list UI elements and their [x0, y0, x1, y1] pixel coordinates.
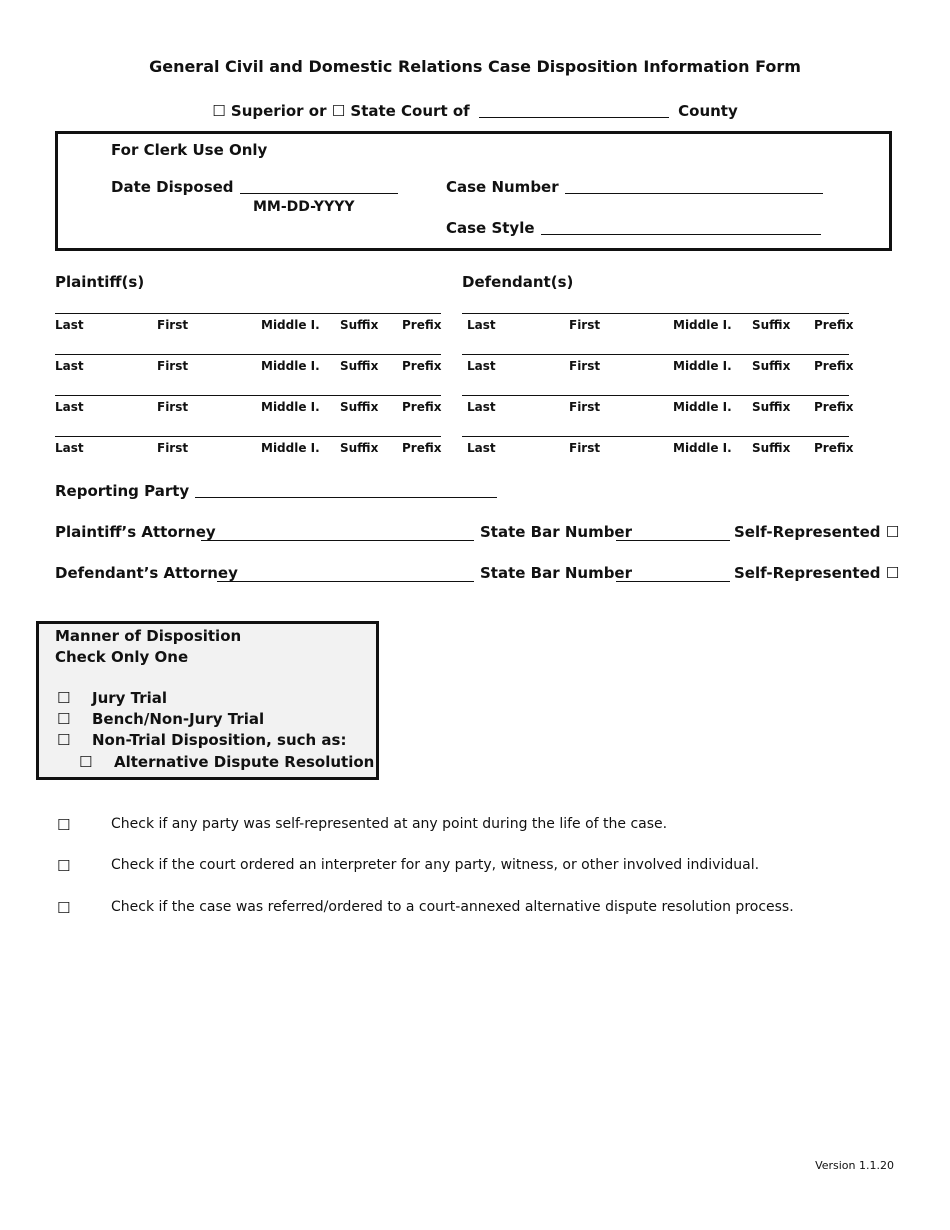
plaintiff-2-line[interactable] — [55, 354, 441, 355]
plaintiff-attorney-label: Plaintiff’s Attorney — [55, 523, 216, 541]
plaintiff-4-last: Last — [55, 441, 84, 455]
defendant-attorney-field[interactable] — [217, 581, 474, 582]
plaintiff-1-suffix: Suffix — [340, 318, 379, 332]
version-label: Version 1.1.20 — [815, 1159, 894, 1172]
case-style-row — [446, 219, 821, 237]
court-line — [0, 102, 950, 120]
defendant-4-prefix: Prefix — [814, 441, 854, 455]
defendant-2-prefix: Prefix — [814, 359, 854, 373]
plaintiff-4-line[interactable] — [55, 436, 441, 437]
non-trial-label: Non-Trial Disposition, such as: — [92, 731, 347, 749]
disposition-heading: Manner of Disposition — [55, 627, 242, 645]
plaintiff-4-prefix: Prefix — [402, 441, 442, 455]
defendant-4-first: First — [569, 441, 601, 455]
jury-trial-label: Jury Trial — [92, 689, 168, 707]
plaintiff-3-middle: Middle I. — [261, 400, 320, 414]
plaintiff-3-first: First — [157, 400, 189, 414]
plaintiff-3-prefix: Prefix — [402, 400, 442, 414]
disposition-subheading: Check Only One — [55, 648, 189, 666]
defendant-3-first: First — [569, 400, 601, 414]
plaintiff-1-first: First — [157, 318, 189, 332]
defendant-1-prefix: Prefix — [814, 318, 854, 332]
defendant-3-prefix: Prefix — [814, 400, 854, 414]
clerk-heading: For Clerk Use Only — [111, 141, 268, 159]
form-title: General Civil and Domestic Relations Case Disposition Information Form — [149, 57, 801, 76]
plaintiff-bar-field[interactable] — [616, 540, 730, 541]
self-represented-checkbox[interactable]: ☐ — [57, 816, 71, 834]
plaintiff-3-suffix: Suffix — [340, 400, 379, 414]
date-disposed-row — [111, 178, 398, 196]
adr-label: Alternative Dispute Resolution — [114, 753, 375, 771]
plaintiff-attorney-field[interactable] — [201, 540, 474, 541]
case-number-field[interactable] — [565, 193, 823, 194]
adr-checkbox[interactable]: ☐ — [79, 753, 93, 771]
jury-trial-checkbox[interactable]: ☐ — [57, 689, 71, 707]
plaintiff-1-last: Last — [55, 318, 84, 332]
non-trial-checkbox[interactable]: ☐ — [57, 731, 71, 749]
defendant-1-middle: Middle I. — [673, 318, 732, 332]
bench-trial-checkbox[interactable]: ☐ — [57, 710, 71, 728]
plaintiff-3-line[interactable] — [55, 395, 441, 396]
plaintiff-3-last: Last — [55, 400, 84, 414]
plaintiff-2-prefix: Prefix — [402, 359, 442, 373]
reporting-party-field[interactable] — [195, 497, 497, 498]
plaintiff-4-suffix: Suffix — [340, 441, 379, 455]
superior-checkbox[interactable]: ☐ — [212, 102, 226, 120]
defendant-4-suffix: Suffix — [752, 441, 791, 455]
state-court-label: State Court of — [350, 102, 470, 120]
date-format-label: MM-DD-YYYY — [253, 199, 355, 215]
defendant-3-last: Last — [467, 400, 496, 414]
defendant-self-represented[interactable]: Self-Represented ☐ — [734, 564, 900, 582]
plaintiff-2-suffix: Suffix — [340, 359, 379, 373]
plaintiff-self-represented[interactable]: Self-Represented ☐ — [734, 523, 900, 541]
defendant-2-last: Last — [467, 359, 496, 373]
defendant-bar-field[interactable] — [616, 581, 730, 582]
defendant-2-suffix: Suffix — [752, 359, 791, 373]
defendants-heading: Defendant(s) — [462, 273, 574, 291]
case-number-row — [446, 178, 823, 196]
defendant-2-line[interactable] — [462, 354, 849, 355]
plaintiff-4-middle: Middle I. — [261, 441, 320, 455]
state-checkbox[interactable]: ☐ — [331, 102, 346, 120]
case-number-label: Case Number — [446, 178, 559, 196]
defendant-2-middle: Middle I. — [673, 359, 732, 373]
defendant-3-middle: Middle I. — [673, 400, 732, 414]
defendant-1-suffix: Suffix — [752, 318, 791, 332]
self-represented-note: Check if any party was self-represented at any point during the life of the case. — [111, 816, 668, 832]
superior-label: Superior or — [230, 102, 327, 120]
plaintiff-2-first: First — [157, 359, 189, 373]
adr-referral-checkbox[interactable]: ☐ — [57, 899, 71, 917]
defendant-2-first: First — [569, 359, 601, 373]
defendant-attorney-label: Defendant’s Attorney — [55, 564, 238, 582]
defendant-1-first: First — [569, 318, 601, 332]
plaintiff-4-first: First — [157, 441, 189, 455]
plaintiff-1-line[interactable] — [55, 313, 441, 314]
plaintiff-1-middle: Middle I. — [261, 318, 320, 332]
plaintiff-1-prefix: Prefix — [402, 318, 442, 332]
interpreter-checkbox[interactable]: ☐ — [57, 857, 71, 875]
interpreter-note: Check if the court ordered an interpreter for any party, witness, or other involved individual. — [111, 857, 760, 873]
reporting-party-row — [55, 482, 497, 500]
defendant-1-last: Last — [467, 318, 496, 332]
defendant-4-last: Last — [467, 441, 496, 455]
date-disposed-field[interactable] — [240, 193, 398, 194]
reporting-party-label: Reporting Party — [55, 482, 190, 500]
plaintiff-bar-label: State Bar Number — [480, 523, 633, 541]
defendant-3-suffix: Suffix — [752, 400, 791, 414]
bench-trial-label: Bench/Non-Jury Trial — [92, 710, 265, 728]
case-style-field[interactable] — [541, 234, 821, 235]
defendant-1-line[interactable] — [462, 313, 849, 314]
county-label: County — [678, 102, 738, 120]
date-disposed-label: Date Disposed — [111, 178, 234, 196]
plaintiffs-heading: Plaintiff(s) — [55, 273, 145, 291]
case-style-label: Case Style — [446, 219, 535, 237]
defendant-3-line[interactable] — [462, 395, 849, 396]
defendant-4-line[interactable] — [462, 436, 849, 437]
plaintiff-2-last: Last — [55, 359, 84, 373]
county-field[interactable] — [479, 117, 669, 118]
defendant-bar-label: State Bar Number — [480, 564, 633, 582]
adr-referral-note: Check if the case was referred/ordered to a court-annexed alternative dispute resolution process. — [111, 899, 794, 915]
plaintiff-2-middle: Middle I. — [261, 359, 320, 373]
defendant-4-middle: Middle I. — [673, 441, 732, 455]
